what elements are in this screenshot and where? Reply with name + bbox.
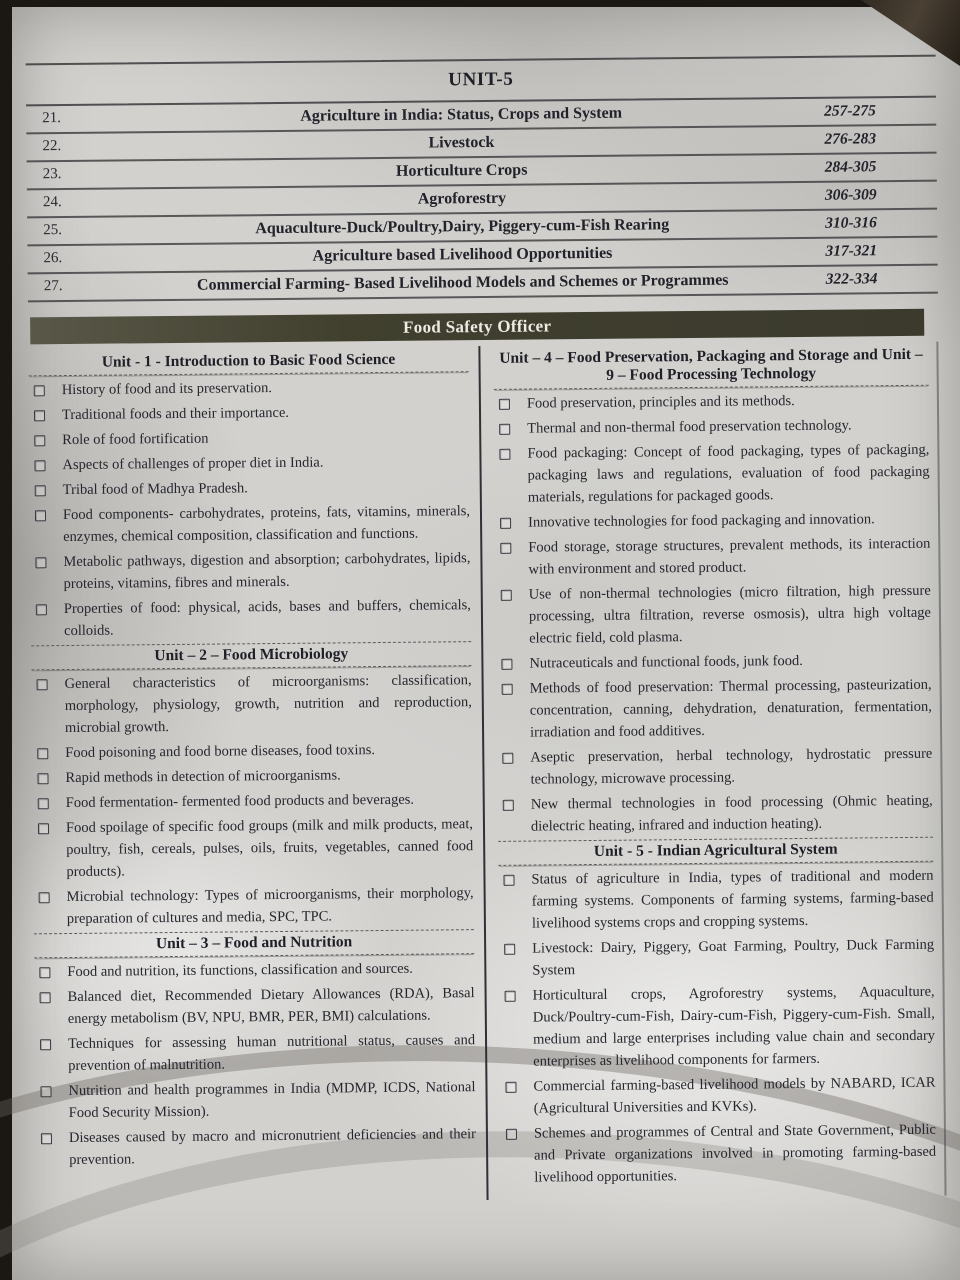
- list-item-text: Food components- carbohydrates, proteins, fats, vitamins, minerals, enzymes, chemical composition, classification and functions.: [62, 503, 471, 546]
- list-item-text: Nutraceuticals and functional foods, junk food.: [529, 652, 803, 672]
- list-item: [498, 790, 933, 838]
- list-item: [500, 981, 936, 1073]
- checkbox-bullet-icon: [38, 823, 49, 834]
- checkbox-bullet-icon: [505, 991, 516, 1002]
- checkbox-bullet-icon: [39, 967, 50, 978]
- list-item-text: Food packaging: Concept of food packaging, types of packaging, packaging laws and regulations, evaluation of food packaging materials, regulations for packaged goods.: [527, 441, 930, 506]
- checkbox-bullet-icon: [40, 1086, 51, 1097]
- list-item: [497, 743, 932, 791]
- unit-section: [28, 348, 471, 642]
- checkbox-bullet-icon: [40, 992, 51, 1003]
- list-item-text: Nutrition and health programmes in India (MDMP, ICDS, National Food Security Mission).: [68, 1079, 476, 1122]
- checkbox-bullet-icon: [502, 684, 513, 695]
- unit-heading-label: Unit – 2 – Food Microbiology: [154, 645, 349, 665]
- list-item-text: Food and nutrition, its functions, classification and sources.: [67, 960, 413, 981]
- toc-entry-pages: 310-316: [825, 214, 877, 232]
- list-item: [33, 813, 474, 883]
- checkbox-bullet-icon: [36, 604, 47, 615]
- list-item: [495, 533, 930, 581]
- unit-heading: [28, 348, 468, 376]
- list-item-text: Schemes and programmes of Central and State Government, Public and Private organizations involved in promoting farming-based livelihood opportunities.: [533, 1121, 937, 1186]
- unit-section: [498, 837, 936, 1189]
- list-item: [33, 788, 473, 814]
- list-item-text: Aseptic preservation, herbal technology, hydrostatic pressure technology, microwave processing.: [530, 745, 933, 788]
- checkbox-bullet-icon: [35, 485, 46, 496]
- list-item-text: New thermal technologies in food processing (Ohmic heating, dielectric heating, infrared and induction heating).: [530, 792, 933, 835]
- checkbox-bullet-icon: [37, 773, 48, 784]
- page-content: [8, 54, 960, 1204]
- toc-entry-number: 25.: [43, 222, 63, 239]
- list-item-text: Metabolic pathways, digestion and absorption; carbohydrates, lipids, proteins, vitamins, fibres and minerals.: [63, 550, 471, 593]
- section-header-bar: [30, 309, 924, 345]
- syllabus-columns: [28, 342, 946, 1205]
- toc-entry-pages: 257-275: [824, 102, 876, 120]
- checkbox-bullet-icon: [39, 892, 50, 903]
- checkbox-bullet-icon: [34, 460, 45, 471]
- list-item: [34, 982, 474, 1030]
- list-item: [36, 1123, 476, 1171]
- list-item-text: Food poisoning and food borne diseases, food toxins.: [65, 742, 376, 762]
- list-item-text: Food storage, storage structures, prevalent methods, its interaction with environment and stored product.: [528, 535, 931, 578]
- list-item: [34, 957, 474, 983]
- list-item: [29, 400, 469, 426]
- column-right: [480, 342, 946, 1200]
- unit-heading-label: Unit – 3 – Food and Nutrition: [155, 933, 353, 953]
- toc-entry-title: Agriculture in India: Status, Crops and System: [300, 104, 623, 125]
- list-item-text: Thermal and non-thermal food preservation technology.: [527, 417, 852, 437]
- checkbox-bullet-icon: [499, 449, 510, 460]
- list-item: [500, 1072, 935, 1120]
- unit-heading-label: Unit – 4 – Food Preservation, Packaging and Storage and Unit – 9 – Food Processing Technology: [499, 345, 923, 384]
- checkbox-bullet-icon: [38, 798, 49, 809]
- checkbox-bullet-icon: [499, 424, 510, 435]
- list-item-text: Innovative technologies for food packaging and innovation.: [527, 511, 875, 531]
- checkbox-bullet-icon: [503, 875, 514, 886]
- list-item: [494, 439, 930, 509]
- list-item-text: Properties of food: physical, acids, bases and buffers, chemicals, colloids.: [63, 597, 471, 640]
- list-item-text: Use of non-thermal technologies (micro filtration, high pressure processing, ultra filtration, reverse osmosis), ultra high voltage electric field, cold plasma.: [528, 582, 932, 647]
- checkbox-bullet-icon: [504, 944, 515, 955]
- checkbox-bullet-icon: [37, 679, 48, 690]
- toc-entry-number: 26.: [43, 250, 63, 267]
- list-item: [499, 934, 934, 982]
- list-item: [30, 475, 470, 501]
- list-item-text: Commercial farming-based livelihood models by NABARD, ICAR (Agricultural Universities and KVKs).: [533, 1074, 936, 1117]
- checkbox-bullet-icon: [35, 557, 46, 568]
- checkbox-bullet-icon: [500, 518, 511, 529]
- toc-entry-title: Aquaculture-Duck/Poultry,Dairy, Piggery-cum-Fish Rearing: [255, 215, 670, 237]
- list-item: [29, 450, 469, 476]
- table-of-contents: [26, 55, 938, 303]
- unit-section: [493, 344, 933, 838]
- toc-entry-number: 27.: [43, 278, 63, 295]
- list-item: [35, 1029, 475, 1077]
- checkbox-bullet-icon: [501, 659, 512, 670]
- checkbox-bullet-icon: [499, 399, 510, 410]
- column-left: [28, 346, 488, 1204]
- list-item-text: Balanced diet, Recommended Dietary Allowances (RDA), Basal energy metabolism (BV, NPU, BMR, PER, BMI) calculations.: [67, 985, 475, 1028]
- list-item-text: Methods of food preservation: Thermal processing, pasteurization, concentration, canning, dehydration, denaturation, fermentation, irradiation and food additives.: [529, 676, 932, 741]
- list-item-text: Microbial technology: Types of microorganisms, their morphology, preparation of cultures and media, SPC, TPC.: [66, 885, 474, 928]
- unit-heading-label: Unit - 1 - Introduction to Basic Food Science: [101, 350, 396, 371]
- list-item-text: General characteristics of microorganisms: classification, morphology, physiology, growth, nutrition and reproduction, microbial growth.: [64, 672, 472, 737]
- toc-entry-number: 24.: [42, 194, 62, 211]
- checkbox-bullet-icon: [37, 748, 48, 759]
- unit-item-list: [498, 865, 936, 1189]
- section-header-label: Food Safety Officer: [402, 316, 552, 337]
- list-item: [32, 763, 472, 789]
- toc-entry-title: Agroforestry: [417, 189, 507, 208]
- unit-title: UNIT-5: [448, 68, 514, 91]
- checkbox-bullet-icon: [34, 385, 45, 396]
- unit-item-list: [29, 375, 472, 642]
- list-item-text: Food spoilage of specific food groups (milk and milk products, meat, poultry, fish, cereals, pulses, oils, fruits, vegetables, canned food products).: [65, 816, 474, 881]
- list-item-text: Techniques for assessing human nutritional status, causes and prevention of malnutrition.: [67, 1032, 476, 1075]
- book-page: [12, 7, 960, 1280]
- checkbox-bullet-icon: [34, 435, 45, 446]
- unit-section: [31, 641, 474, 930]
- checkbox-bullet-icon: [502, 753, 513, 764]
- checkbox-bullet-icon: [506, 1129, 517, 1140]
- list-item: [29, 425, 469, 451]
- list-item: [31, 669, 472, 739]
- list-item: [501, 1119, 937, 1189]
- list-item: [494, 389, 929, 415]
- checkbox-bullet-icon: [503, 800, 514, 811]
- unit-item-list: [31, 669, 473, 930]
- checkbox-bullet-icon: [501, 590, 512, 601]
- unit-heading-label: Unit - 5 - Indian Agricultural System: [593, 840, 838, 860]
- unit-heading: [34, 929, 474, 958]
- list-item-text: Diseases caused by macro and micronutrient deficiencies and their prevention.: [68, 1126, 477, 1169]
- toc-entry-pages: 276-283: [824, 130, 877, 148]
- toc-entry-number: 22.: [42, 138, 62, 155]
- unit-heading: [493, 344, 928, 390]
- list-item-text: Horticultural crops, Agroforestry systems, Aquaculture, Duck/Poultry-cum-Fish, Dairy-cum-Fish, Piggery-cum-Fish. Small, medium and large enterprises including value chain and secondary enterprises as livelihood components for farmers.: [532, 983, 936, 1070]
- list-item: [497, 674, 933, 744]
- list-item: [34, 882, 474, 930]
- unit-item-list: [34, 957, 476, 1171]
- list-item-text: Tribal food of Madhya Pradesh.: [62, 480, 248, 499]
- toc-entry-title: Commercial Farming- Based Livelihood Models and Schemes or Programmes: [196, 271, 729, 294]
- list-item-text: Food fermentation- fermented food products and beverages.: [65, 791, 415, 812]
- unit-heading: [31, 641, 471, 670]
- toc-entry-number: 21.: [42, 110, 61, 127]
- list-item-text: Status of agriculture in India, types of traditional and modern farming systems. Components of farming systems, farming-based livelihood systems crops and cropping systems.: [531, 867, 934, 932]
- list-item-text: Food preservation, principles and its methods.: [526, 393, 795, 412]
- toc-entry-title: Agriculture based Livelihood Opportunities: [312, 244, 613, 265]
- list-item: [31, 594, 471, 642]
- list-item: [30, 500, 470, 548]
- list-item-text: Livestock: Dairy, Piggery, Goat Farming, Poultry, Duck Farming System: [532, 936, 935, 979]
- toc-entry-pages: 322-334: [825, 270, 878, 288]
- list-item: [496, 649, 931, 675]
- list-item-text: Aspects of challenges of proper diet in India.: [62, 454, 324, 474]
- list-item: [30, 547, 470, 595]
- checkbox-bullet-icon: [34, 410, 45, 421]
- toc-entry-pages: 306-309: [824, 186, 877, 204]
- list-item: [32, 738, 472, 764]
- list-item-text: Rapid methods in detection of microorganisms.: [65, 767, 341, 787]
- list-item: [496, 580, 932, 650]
- checkbox-bullet-icon: [35, 510, 46, 521]
- toc-entry-title: Horticulture Crops: [395, 161, 528, 180]
- checkbox-bullet-icon: [500, 543, 511, 554]
- toc-entry-number: 23.: [42, 166, 62, 183]
- unit-section: [34, 929, 476, 1171]
- list-item-text: History of food and its preservation.: [61, 380, 273, 399]
- toc-entry-pages: 317-321: [825, 242, 878, 260]
- list-item: [495, 508, 930, 534]
- toc-entry-title: Livestock: [428, 133, 495, 152]
- list-item: [35, 1076, 475, 1124]
- list-item: [498, 865, 934, 935]
- unit-heading: [498, 837, 933, 866]
- list-item-text: Role of food fortification: [62, 430, 209, 449]
- checkbox-bullet-icon: [41, 1133, 52, 1144]
- list-item: [29, 375, 469, 401]
- toc-entry-pages: 284-305: [824, 158, 877, 176]
- list-item: [494, 414, 929, 440]
- checkbox-bullet-icon: [40, 1039, 51, 1050]
- list-item-text: Traditional foods and their importance.: [61, 404, 290, 424]
- unit-item-list: [494, 389, 933, 838]
- checkbox-bullet-icon: [505, 1082, 516, 1093]
- toc-rows: [26, 98, 938, 303]
